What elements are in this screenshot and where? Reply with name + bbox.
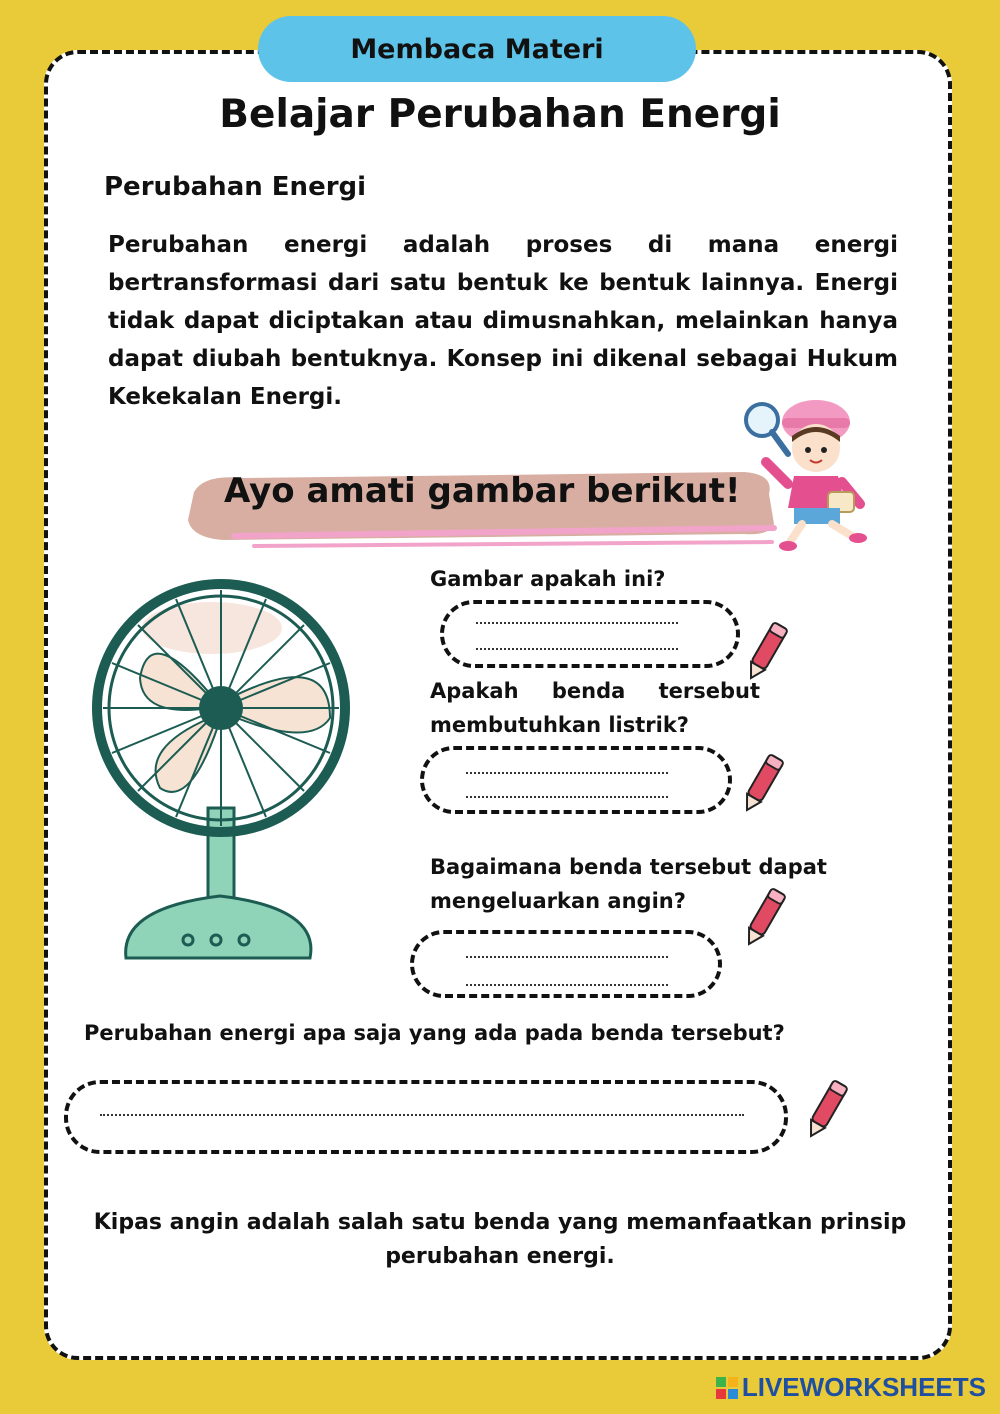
answer-box-1[interactable] xyxy=(440,600,740,668)
answer-line xyxy=(466,796,668,798)
question-3: Bagaimana benda tersebut dapat mengeluarkan angin? xyxy=(430,855,827,913)
header-pill xyxy=(258,16,696,82)
answer-line xyxy=(466,772,668,774)
conclusion-text: Kipas angin adalah salah satu benda yang memanfaatkan prinsip perubahan energi. xyxy=(93,1210,907,1269)
banner-text: Ayo amati gambar berikut! xyxy=(224,471,741,511)
liveworksheets-watermark[interactable] xyxy=(716,1372,986,1403)
page-title: Belajar Perubahan Energi xyxy=(219,92,781,137)
section-subtitle: Perubahan Energi xyxy=(104,172,367,202)
answer-box-3[interactable] xyxy=(410,930,722,998)
girl-with-magnifier-icon xyxy=(736,392,876,554)
answer-line xyxy=(476,622,678,624)
answer-line xyxy=(100,1114,744,1116)
section-paragraph: Perubahan energi adalah proses di mana energi bertransformasi dari satu bentuk ke bentuk lainnya. Energi tidak dapat diciptakan atau dimusnahkan, melainkan hanya dapat diubah bentuknya. Konsep ini dikenal sebagai Hukum Kekekalan Energi. xyxy=(108,232,898,410)
pencil-icon xyxy=(738,884,790,952)
liveworksheets-logo-icon xyxy=(716,1377,738,1399)
question-4: Perubahan energi apa saja yang ada pada benda tersebut? xyxy=(84,1021,785,1045)
pencil-icon xyxy=(800,1076,852,1144)
pencil-icon xyxy=(736,750,788,818)
answer-line xyxy=(466,984,668,986)
answer-box-4[interactable] xyxy=(64,1080,788,1154)
question-1: Gambar apakah ini? xyxy=(430,567,666,591)
watermark-text: LIVEWORKSHEETS xyxy=(741,1372,986,1402)
header-label: Membaca Materi xyxy=(350,33,604,65)
answer-line xyxy=(466,956,668,958)
electric-fan-icon xyxy=(80,578,362,976)
answer-box-2[interactable] xyxy=(420,746,732,814)
question-2: Apakah benda tersebut membutuhkan listrik? xyxy=(430,679,760,737)
answer-line xyxy=(476,648,678,650)
